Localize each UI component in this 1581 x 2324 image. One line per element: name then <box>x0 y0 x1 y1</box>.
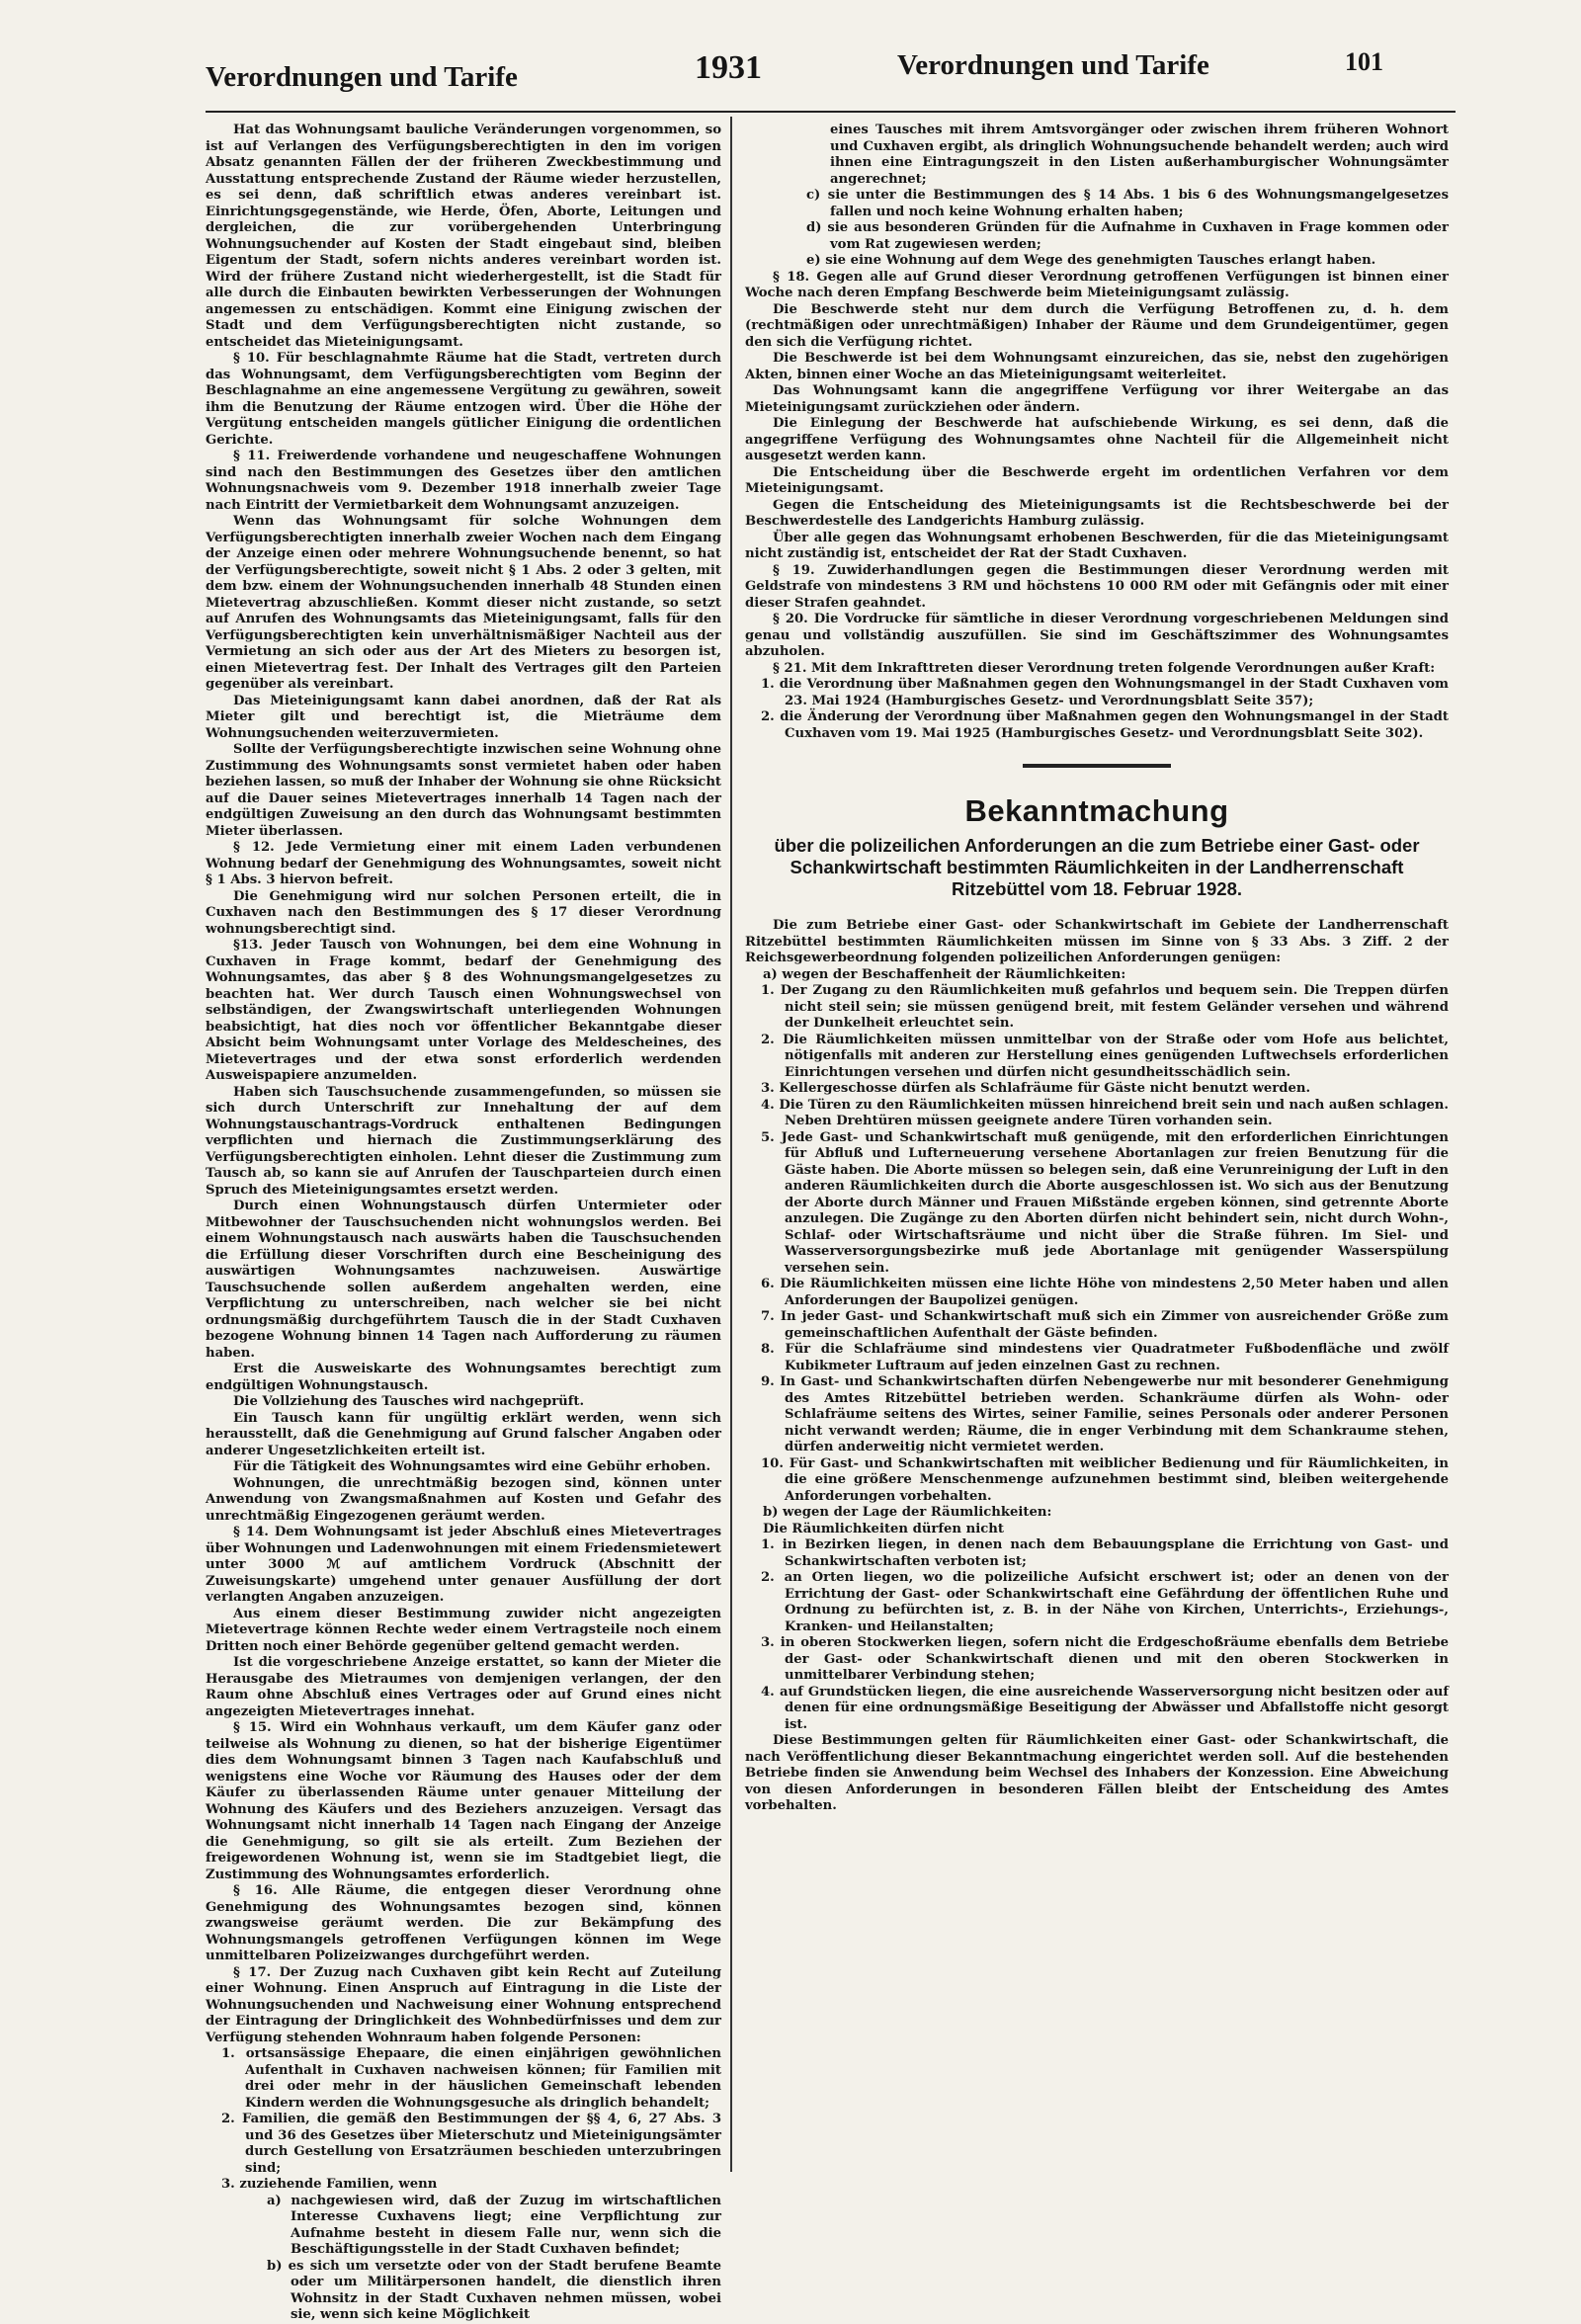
paragraph: § 17. Der Zuzug nach Cuxhaven gibt kein Recht auf Zuteilung einer Wohnung. Einen Anspruch auf Eintragung in die Liste der Wohnungsuchenden und Nachweisung einer Wohnung entsprechend der Eintragung der Dringlichkeit des Wohnbedürfnisses und dem zur Verfügung stehenden Wohnraum haben folgende Personen: <box>206 1964 721 2045</box>
paragraph: Wohnungen, die unrechtmäßig bezogen sind, können unter Anwendung von Zwangsmaßnahmen auf Kosten und Gefahr des unrechtmäßig Eingezogenen geräumt werden. <box>206 1475 721 1524</box>
list-item: 9. In Gast- und Schankwirtschaften dürfen Nebengewerbe nur mit besonderer Genehmigung des Amtes Ritzebüttel betrieben werden. Schankräume dürfen als Wohn- oder Schlafräume seitens des Wirtes, seiner Familie, seines Personals oder anderer Personen nicht verwandt werden; Räume, die in enger Verbindung mit dem Schankraume stehen, dürfen anderweitig nicht vermietet werden. <box>761 1374 1449 1454</box>
paragraph: § 10. Für beschlagnahmte Räume hat die Stadt, vertreten durch das Wohnungsamt, dem Verfügungsberechtigten vom Beginn der Beschlagnahme an eine angemessene Vergütung zu gewähren, soweit ihm die Benutzung der Räume entzogen wird. Über die Höhe der Vergütung entscheiden mangels gütlicher Einigung die ordentlichen Gerichte. <box>206 351 721 448</box>
header-rule <box>206 111 1456 113</box>
section-divider <box>1023 764 1171 768</box>
sub-list-item: a) nachgewiesen wird, daß der Zuzug im wirtschaftlichen Interesse Cuxhavens liegt; eine Verpflichtung zur Aufnahme besteht in diesem Falle nur, wenn sich die Beschäftigungsstelle in der Stadt Cuxhaven befindet; <box>267 2193 721 2257</box>
list-item: 3. in oberen Stockwerken liegen, sofern nicht die Erdgeschoßräume ebenfalls dem Betriebe der Gast- oder Schankwirtschaft dienen und mit den oberen Stockwerken in unmittelbarer Verbindung stehen; <box>761 1635 1449 1683</box>
announcement-title: Bekanntmachung <box>964 793 1229 828</box>
page-number: 101 <box>1345 47 1383 76</box>
paragraph: § 19. Zuwiderhandlungen gegen die Bestimmungen dieser Verordnung werden mit Geldstrafe von mindestens 3 RM und höchstens 10 000 RM oder mit Gefängnis oder mit einer dieser Strafen geahndet. <box>745 562 1449 611</box>
paragraph: Wenn das Wohnungsamt für solche Wohnungen dem Verfügungsberechtigten innerhalb zweier Wochen nach dem Eingang der Anzeige einen oder mehrere Wohnungsuchende benennt, so hat der Verfügungsberechtigte, soweit nicht § 1 Abs. 2 oder 3 gelten, mit dem bzw. einem der Wohnungsuchenden innerhalb 48 Stunden einen Mietevertrag abzuschließen. Kommt dieser nicht zustande, so setzt auf Anrufen des Wohnungsamts das Mieteinigungsamt, falls für den Verfügungsberechtigten kein unverhältnismäßiger Nachteil aus der Vermietung an sich oder aus der Art des Mieters zu besorgen ist, einen Mietevertrag fest. Der Inhalt des Vertrages gilt den Parteien gegenüber als vereinbart. <box>206 514 721 692</box>
list-item: 5. Jede Gast- und Schankwirtschaft muß genügende, mit den erforderlichen Einrichtungen für Abfluß und Lufterneuerung versehene Abortanlagen zur freien Benutzung für die Gäste haben. Die Aborte müssen so belegen sein, daß eine Verunreinigung der Luft in den anderen Räumlichkeiten durch die Aborte ausgeschlossen ist. Wo sich aus der Benutzung der Aborte durch Männer und Frauen Mißstände ergeben können, sind getrennte Aborte anzulegen. Die Zugänge zu den Aborten dürfen nicht behindert sein, nicht durch Wohn-, Schlaf- oder Wirtschaftsräume und nicht über die Straße führen. Im Siel- und Wasserversorgungsbezirke muß jede Abortanlage mit genügender Wasserspülung versehen sein. <box>761 1129 1449 1276</box>
left-column <box>206 123 721 2322</box>
section-heading: b) wegen der Lage der Räumlichkeiten: <box>763 1505 1052 1520</box>
list-item: 6. Die Räumlichkeiten müssen eine lichte Höhe von mindestens 2,50 Meter haben und allen Anforderungen der Baupolizei genügen. <box>761 1277 1449 1308</box>
header-year: 1931 <box>695 49 762 86</box>
paragraph: § 14. Dem Wohnungsamt ist jeder Abschluß eines Mietevertrages über Wohnungen und Ladenwohnungen mit einem Friedensmietewert unter 3000 ℳ auf amtlichem Vordruck (Abschnitt der Zuweisungskarte) umgehend unter genauer Ausfüllung der dort verlangten Angaben anzuzeigen. <box>206 1525 721 1605</box>
paragraph: Die Beschwerde steht nur dem durch die Verfügung Betroffenen zu, d. h. dem (rechtmäßigen oder unrechtmäßigen) Inhaber der Räume und dem Grundeigentümer, gegen den sich die Verfügung richtet. <box>745 301 1449 350</box>
paragraph: Diese Bestimmungen gelten für Räumlichkeiten einer Gast- oder Schankwirtschaft, die nach Veröffentlichung dieser Bekanntmachung eingerichtet werden soll. Auf die bestehenden Betriebe finden sie Anwendung beim Wechsel des Inhabers der Konzession. Eine Abweichung von diesen Anforderungen in besonderen Fällen bleibt der Entscheidung des Amtes vorbehalten. <box>745 1733 1449 1813</box>
sub-list-item: e) sie eine Wohnung auf dem Wege des genehmigten Tausches erlangt haben. <box>806 253 1376 268</box>
sub-list-item: d) sie aus besonderen Gründen für die Aufnahme in Cuxhaven in Frage kommen oder vom Rat zugewiesen werden; <box>806 220 1449 252</box>
announcement-subtitle: über die polizeilichen Anforderungen an die zum Betriebe einer Gast- oder Schankwirtschaft bestimmten Räumlichkeiten in der Landherrenschaft Ritzebüttel vom 18. Februar 1928. <box>774 835 1420 899</box>
header-left-title: Verordnungen und Tarife <box>206 61 518 93</box>
sub-list-item: c) sie unter die Bestimmungen des § 14 Abs. 1 bis 6 des Wohnungsmangelgesetzes fallen und noch keine Wohnung erhalten haben; <box>806 188 1449 219</box>
paragraph: Die Vollziehung des Tausches wird nachgeprüft. <box>233 1394 585 1409</box>
paragraph: Für die Tätigkeit des Wohnungsamtes wird eine Gebühr erhoben. <box>233 1459 711 1474</box>
continuation-text: eines Tausches mit ihrem Amtsvorgänger oder zwischen ihrem früheren Wohnort und Cuxhaven ergibt, als dringlich Wohnungsuchende behandelt werden; auch wird ihnen eine Eintragungszeit in den Listen außerhamburgischer Wohnungsämter angerechnet; <box>830 123 1449 187</box>
list-item: 4. Die Türen zu den Räumlichkeiten müssen hinreichend breit sein und nach außen schlagen. Neben Drehtüren müssen geeignete andere Türen vorhanden sein. <box>761 1097 1449 1128</box>
paragraph: Hat das Wohnungsamt bauliche Veränderungen vorgenommen, so ist auf Verlangen des Verfügungsberechtigten in den im vorigen Absatz genannten Fällen der der früheren Zweckbestimmung und Ausstattung entsprechende Zustand der Räume wieder herzustellen, es sei denn, daß schriftlich etwas anderes vereinbart ist. Einrichtungsgegenstände, wie Herde, Öfen, Aborte, Leitungen und dergleichen, die zur vorübergehenden Unterbringung Wohnungsuchender auf Kosten der Stadt eingebaut sind, bleiben Eigentum der Stadt, sofern nichts anderes vereinbart worden ist. Wird der frühere Zustand nicht wiederhergestellt, ist die Stadt für alle durch die Einbauten bewirkten Verbesserungen der Wohnungen angemessen zu entschädigen. Kommt eine Einigung zwischen der Stadt und dem Verfügungsberechtigten nicht zustande, so entscheidet das Mieteinigungsamt. <box>206 123 721 350</box>
paragraph: § 11. Freiwerdende vorhandene und neugeschaffene Wohnungen sind nach den Bestimmungen des Gesetzes über den amtlichen Wohnungsnachweis vom 9. Dezember 1918 innerhalb zweier Tage nach Eintritt der Vermietbarkeit dem Wohnungsamt anzuzeigen. <box>206 449 721 513</box>
paragraph: Das Mieteinigungsamt kann dabei anordnen, daß der Rat als Mieter gilt und berechtigt ist, die Mieträume dem Wohnungsuchenden weiterzuvermieten. <box>206 693 721 741</box>
list-item: 1. in Bezirken liegen, in denen nach dem Bebauungsplane die Errichtung von Gast- und Schankwirtschaften verboten ist; <box>761 1537 1449 1569</box>
paragraph: § 20. Die Vordrucke für sämtliche in dieser Verordnung vorgeschriebenen Meldungen sind genau und vollständig auszufüllen. Sie sind im Geschäftszimmer des Wohnungsamtes abzuholen. <box>745 612 1449 659</box>
list-item: 1. ortsansässige Ehepaare, die einen einjährigen gewöhnlichen Aufenthalt in Cuxhaven nachweisen können; für Familien mit drei oder mehr in der häuslichen Gemeinschaft lebenden Kindern werden die Wohnungsgesuche als dringlich behandelt; <box>221 2046 721 2111</box>
paragraph: § 16. Alle Räume, die entgegen dieser Verordnung ohne Genehmigung des Wohnungsamtes bezogen sind, können zwangsweise geräumt werden. Die zur Bekämpfung des Wohnungsmangels getroffenen Verfügungen können im Wege unmittelbaren Polizeizwanges durchgeführt werden. <box>206 1883 721 1963</box>
paragraph: Ist die vorgeschriebene Anzeige erstattet, so kann der Mieter die Herausgabe des Mietraumes von demjenigen verlangen, der den Raum ohne Abschluß eines Vertrages oder auf Grund eines nicht angezeigten Mietevertrages innehat. <box>206 1655 721 1719</box>
paragraph: Über alle gegen das Wohnungsamt erhobenen Beschwerden, für die das Mieteinigungsamt nicht zuständig ist, entscheidet der Rat der Stadt Cuxhaven. <box>745 530 1449 561</box>
paragraph: §13. Jeder Tausch von Wohnungen, bei dem eine Wohnung in Cuxhaven in Frage kommt, bedarf der Genehmigung des Wohnungsamtes, das aber § 8 des Wohnungsmangelgesetzes zu beachten hat. Wer durch Tausch einen Wohnungswechsel von selbständigen, der Zwangswirtschaft unterliegenden Wohnungen beabsichtigt, hat dies noch vor öffentlicher Bekanntgabe dieser Absicht beim Wohnungsamt unter Vorlage des Meldescheines, des Mietevertrages und der etwa sonst erforderlich werdenden Ausweispapiere anzumelden. <box>206 938 721 1083</box>
paragraph: Die Genehmigung wird nur solchen Personen erteilt, die in Cuxhaven nach den Bestimmungen des § 17 dieser Verordnung wohnungsberechtigt sind. <box>206 888 721 937</box>
paragraph: Die Beschwerde ist bei dem Wohnungsamt einzureichen, das sie, nebst den zugehörigen Akten, binnen einer Woche an das Mieteinigungsamt weiterleitet. <box>745 351 1449 382</box>
paragraph: Die zum Betriebe einer Gast- oder Schankwirtschaft im Gebiete der Landherrenschaft Ritzebüttel bestimmten Räumlichkeiten müssen im Sinne von § 33 Abs. 3 Ziff. 2 der Reichsgewerbeordnung folgenden polizeilichen Anforderungen genügen: <box>745 918 1449 965</box>
list-item: 2. Familien, die gemäß den Bestimmungen der §§ 4, 6, 27 Abs. 3 und 36 des Gesetzes über Mieterschutz und Mieteinigungsämter durch Gestellung von Ersatzräumen beschieden unterzubringen sind; <box>221 2112 721 2176</box>
paragraph: Die Entscheidung über die Beschwerde ergeht im ordentlichen Verfahren vor dem Mieteinigungsamt. <box>745 464 1449 496</box>
paragraph: Die Einlegung der Beschwerde hat aufschiebende Wirkung, es sei denn, daß die angegriffene Verfügung des Wohnungsamtes ohne Nachteil für die Allgemeinheit nicht ausgesetzt werden kann. <box>745 416 1449 463</box>
paragraph: Sollte der Verfügungsberechtigte inzwischen seine Wohnung ohne Zustimmung des Wohnungsamts sonst vermietet haben oder haben beziehen lassen, so muß der Inhaber der Wohnung sie ohne Rücksicht auf die Dauer seines Mietevertrages innerhalb 14 Tagen nach der endgültigen Zuweisung an den durch das Wohnungsamt bestimmten Mieter überlassen. <box>206 742 721 839</box>
list-item: 2. die Änderung der Verordnung über Maßnahmen gegen den Wohnungsmangel in der Stadt Cuxhaven vom 19. Mai 1925 (Hamburgisches Gesetz- und Verordnungsblatt Seite 302). <box>761 709 1449 741</box>
section-heading: a) wegen der Beschaffenheit der Räumlichkeiten: <box>763 966 1126 982</box>
paragraph: Ein Tausch kann für ungültig erklärt werden, wenn sich herausstellt, daß die Genehmigung auf Grund falscher Angaben oder anderer Ungesetzlichkeiten erteilt ist. <box>206 1410 721 1458</box>
paragraph: Aus einem dieser Bestimmung zuwider nicht angezeigten Mietevertrage können Rechte weder einem Vertragsteile noch einem Dritten noch einer Behörde gegenüber geltend gemacht werden. <box>206 1606 721 1654</box>
page-header <box>206 43 1453 103</box>
sub-list-item: b) es sich um versetzte oder von der Stadt berufene Beamte oder um Militärpersonen handelt, die dienstlich ihren Wohnsitz in der Stadt Cuxhaven nehmen müssen, wobei sie, wenn sich keine Möglichkeit <box>267 2258 721 2322</box>
list-item: 10. Für Gast- und Schankwirtschaften mit weiblicher Bedienung und für Räumlichkeiten, in die eine größere Menschenmenge aufzunehmen bestimmt sind, bleiben weitergehende Anforderungen vorbehalten. <box>761 1455 1449 1504</box>
list-item: 2. an Orten liegen, wo die polizeiliche Aufsicht erschwert ist; oder an denen von der Errichtung der Gast- oder Schankwirtschaft eine Gefährdung der öffentlichen Ruhe und Ordnung zu befürchten ist, z. B. in der Nähe von Kirchen, Unterrichts-, Erziehungs-, Kranken- und Heilanstalten; <box>761 1570 1449 1634</box>
list-item: 2. Die Räumlichkeiten müssen unmittelbar von der Straße oder vom Hofe aus belichtet, nötigenfalls mit anderen zur Herstellung eines genügenden Luftwechsels erforderlichen Einrichtungen versehen und dürfen nicht gesundheitsschädlich sein. <box>761 1032 1449 1080</box>
paragraph: § 18. Gegen alle auf Grund dieser Verordnung getroffenen Verfügungen ist binnen einer Woche nach deren Empfang Beschwerde beim Mieteinigungsamt zulässig. <box>745 269 1449 300</box>
paragraph: § 21. Mit dem Inkrafttreten dieser Verordnung treten folgende Verordnungen außer Kraft: <box>773 660 1436 676</box>
paragraph: § 15. Wird ein Wohnhaus verkauft, um dem Käufer ganz oder teilweise als Wohnung zu dienen, so hat der bisherige Eigentümer dies dem Wohnungsamt binnen 3 Tagen nach Kaufabschluß und wenigstens eine Woche vor Räumung des Hauses oder der dem Käufer zu überlassenden Räume unter genauer Mitteilung der Wohnung des Käufers und des Beziehers anzuzeigen. Versagt das Wohnungsamt nicht innerhalb 14 Tagen nach Eingang der Anzeige die Genehmigung, so gilt sie als erteilt. Zum Beziehen der freigewordenen Wohnung ist, wenn sie im Stadtgebiet liegt, die Zustimmung des Wohnungsamtes erforderlich. <box>206 1720 721 1882</box>
paragraph: Das Wohnungsamt kann die angegriffene Verfügung vor ihrer Weitergabe an das Mieteinigungsamt zurückziehen oder ändern. <box>745 383 1449 415</box>
column-separator <box>730 117 732 2172</box>
paragraph: Durch einen Wohnungstausch dürfen Untermieter oder Mitbewohner der Tauschsuchenden nicht wohnungslos werden. Bei einem Wohnungstausch nach auswärts haben die Tauschsuchenden die Erfüllung dieser Vorschriften durch eine Bescheinigung des auswärtigen Wohnungsamtes nachzuweisen. Auswärtige Tauschsuchende sollen außerdem angehalten werden, eine Verpflichtung zu unterschreiben, nach welcher sie bei nicht ordnungsmäßig durchgeführtem Tausch die in der Stadt Cuxhaven bezogene Wohnung binnen 14 Tagen nach Aufforderung zu räumen haben. <box>206 1199 721 1361</box>
list-item: 1. die Verordnung über Maßnahmen gegen den Wohnungsmangel in der Stadt Cuxhaven vom 23. Mai 1924 (Hamburgisches Gesetz- und Verordnungsblatt Seite 357); <box>761 677 1449 708</box>
list-item: 7. In jeder Gast- und Schankwirtschaft muß sich ein Zimmer von ausreichender Größe zum gemeinschaftlichen Aufenthalt der Gäste befinden. <box>761 1309 1449 1341</box>
list-item: 3. Kellergeschosse dürfen als Schlafräume für Gäste nicht benutzt werden. <box>761 1081 1311 1096</box>
right-column <box>745 123 1449 2176</box>
list-item: 3. zuziehende Familien, wenn <box>221 2177 438 2192</box>
header-right-title: Verordnungen und Tarife <box>897 49 1209 81</box>
paragraph: Erst die Ausweiskarte des Wohnungsamtes berechtigt zum endgültigen Wohnungstausch. <box>206 1362 721 1393</box>
paragraph: Gegen die Entscheidung des Mieteinigungsamts ist die Rechtsbeschwerde bei der Beschwerdestelle des Landgerichts Hamburg zulässig. <box>745 497 1449 529</box>
list-item: 1. Der Zugang zu den Räumlichkeiten muß gefahrlos und bequem sein. Die Treppen dürfen nicht steil sein; sie müssen genügend breit, mit festem Geländer versehen und während der Dunkelheit erleuchtet sein. <box>761 983 1449 1031</box>
paragraph: § 12. Jede Vermietung einer mit einem Laden verbundenen Wohnung bedarf der Genehmigung des Wohnungsamtes, soweit nicht § 1 Abs. 3 hiervon befreit. <box>206 840 721 887</box>
section-intro: Die Räumlichkeiten dürfen nicht <box>763 1521 1004 1536</box>
list-item: 8. Für die Schlafräume sind mindestens vier Quadratmeter Fußbodenfläche und zwölf Kubikmeter Luftraum auf jeden einzelnen Gast zu rechnen. <box>761 1342 1449 1373</box>
paragraph: Haben sich Tauschsuchende zusammengefunden, so müssen sie sich durch Unterschrift zur Innehaltung der auf dem Wohnungstauschantrags-Vordruck enthaltenen Bedingungen verpflichten und hiernach die Zustimmungserklärung des Verfügungsberechtigten einholen. Lehnt dieser die Zustimmung zum Tausch ab, so kann sie auf Anrufen der Tauschparteien durch einen Spruch des Mieteinigungsamtes ersetzt werden. <box>206 1084 721 1198</box>
list-item: 4. auf Grundstücken liegen, die eine ausreichende Wasserversorgung nicht besitzen oder auf denen für eine ordnungsmäßige Beseitigung der Abwässer und Abfallstoffe nicht gesorgt ist. <box>761 1684 1449 1732</box>
